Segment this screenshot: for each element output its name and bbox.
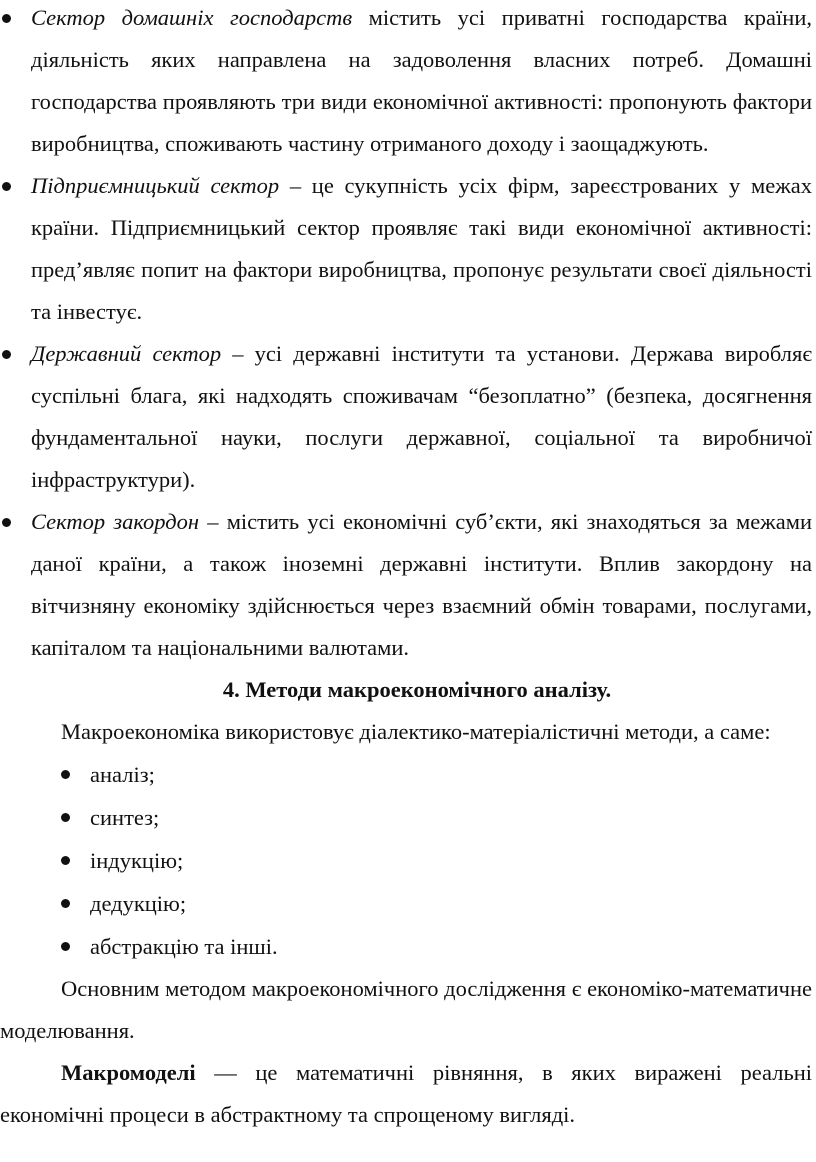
method-label: індукцію; [90,848,184,873]
methods-list [0,753,814,968]
method-label: дедукцію; [90,891,187,916]
bullet-icon [61,899,70,908]
macromodels-term: Макромоделі [61,1060,196,1085]
bullet-icon [61,942,70,951]
bullet-icon [61,813,70,822]
macromodels-definition: — це математичні рівняння, в яких виражені реальні економічні процеси в абстрактному та спрощеному вигляді. [0,1060,812,1127]
sector-term: Підприємницький сектор [31,173,280,198]
method-label: абстракцію та інші. [90,934,278,959]
list-item [0,796,814,839]
list-item [0,839,814,882]
list-item [0,753,814,796]
method-label: синтез; [90,805,160,830]
sector-foreign [0,501,814,669]
sector-description: – усі державні інститути та установи. Держава виробляє суспільні блага, які надходять споживачам “безоплатно” (безпека, досягнення фундаментальної науки, послуги державної, соціальної та виробничої інфраструктури). [31,341,812,492]
sector-description: містить усі приватні господарства країни, діяльність яких направлена на задоволення власних потреб. Домашні господарства проявляють три види економічної активності: пропонують фактори виробництва, споживають частину отриманого доходу і заощаджують. [31,5,812,156]
sector-term: Державний сектор [31,341,222,366]
bullet-icon [61,770,70,779]
sector-description: – містить усі економічні суб’єкти, які знаходяться за межами даної країни, а також іноземні державні інститути. Вплив закордону на вітчизняну економіку здійснюється через взаємний обмін товарами, послугами, капіталом та національними валютами. [31,509,812,660]
sector-description: – це сукупність усіх фірм, зареєстрованих у межах країни. Підприємницький сектор проявляє такі види економічної активності: пред’являє попит на фактори виробництва, пропонує результати своєї діяльності та інвестує. [31,173,812,324]
sector-households [0,0,814,165]
method-label: аналіз; [90,762,155,787]
sector-government [0,333,814,501]
macromodels-paragraph [0,1052,814,1136]
sector-term: Сектор домашніх господарств [31,5,353,30]
bullet-icon [2,182,11,191]
sector-business [0,165,814,333]
bullet-icon [2,350,11,359]
bullet-icon [2,518,11,527]
bullet-icon [61,856,70,865]
list-item [0,925,814,968]
methods-intro: Макроекономіка використовує діалектико-матеріалістичні методи, а саме: [61,719,771,744]
section-heading: 4. Методи макроекономічного аналізу. [222,677,612,702]
bullet-icon [2,14,11,23]
sector-term: Сектор закордон [31,509,200,534]
main-method-paragraph: Основним методом макроекономічного дослідження є економіко-математичне моделювання. [0,976,812,1043]
list-item [0,882,814,925]
